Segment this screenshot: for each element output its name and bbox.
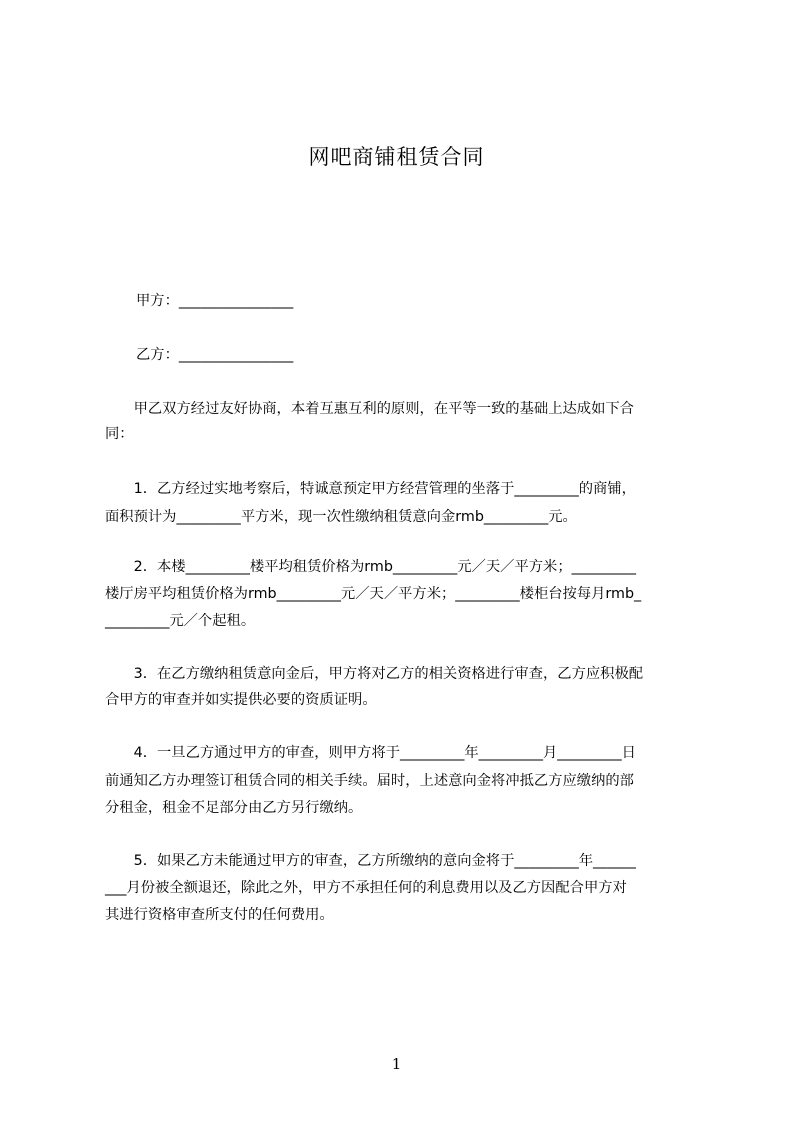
- clause-4-line-3: 分租金，租金不足部分由乙方另行缴纳。: [105, 800, 363, 816]
- clause-3-line-2: 合甲方的审查并如实提供必要的资质证明。: [105, 692, 377, 708]
- clause-5-line-3: 其进行资格审查所支付的任何费用。: [105, 907, 334, 923]
- clause-3-line-1: 3．在乙方缴纳租赁意向金后，甲方将对乙方的相关资格进行审查，乙方应积极配: [105, 666, 644, 682]
- party-b-line: 乙方：________________: [136, 347, 294, 363]
- clause-5-line-2: ___月份被全额退还，除此之外，甲方不承担任何的利息费用以及乙方因配合甲方对: [105, 880, 627, 896]
- clause-2-line-2: 楼厅房平均租赁价格为rmb_________元／天／平方米；_________楼柜台按每月rmb_: [105, 586, 642, 602]
- page-number: 1: [391, 1055, 402, 1073]
- clause-4-line-1: 4．一旦乙方通过甲方的审查，则甲方将于_________年_________月_________日: [105, 745, 636, 761]
- clause-2-line-3: _________元／个起租。: [105, 613, 256, 629]
- clause-4-line-2: 前通知乙方办理签订租赁合同的相关手续。届时，上述意向金将冲抵乙方应缴纳的部: [105, 773, 634, 789]
- intro-line-1: 甲乙双方经过友好协商，本着互惠互利的原则，在平等一致的基础上达成如下合: [105, 401, 634, 417]
- party-a-line: 甲方：________________: [136, 293, 294, 309]
- clause-1-line-1: 1．乙方经过实地考察后，特诚意预定甲方经营管理的坐落于_________的商铺，: [105, 481, 636, 497]
- clause-2-line-1: 2．本楼_________楼平均租赁价格为rmb_________元／天／平方米；_________: [105, 559, 636, 575]
- document-title: 网吧商铺租赁合同: [308, 145, 485, 169]
- intro-line-2: 同：: [105, 426, 134, 442]
- clause-1-line-2: 面积预计为_________平方米，现一次性缴纳租赁意向金rmb_________元。: [105, 509, 577, 525]
- clause-5-line-1: 5．如果乙方未能通过甲方的审查，乙方所缴纳的意向金将于_________年______: [105, 853, 636, 869]
